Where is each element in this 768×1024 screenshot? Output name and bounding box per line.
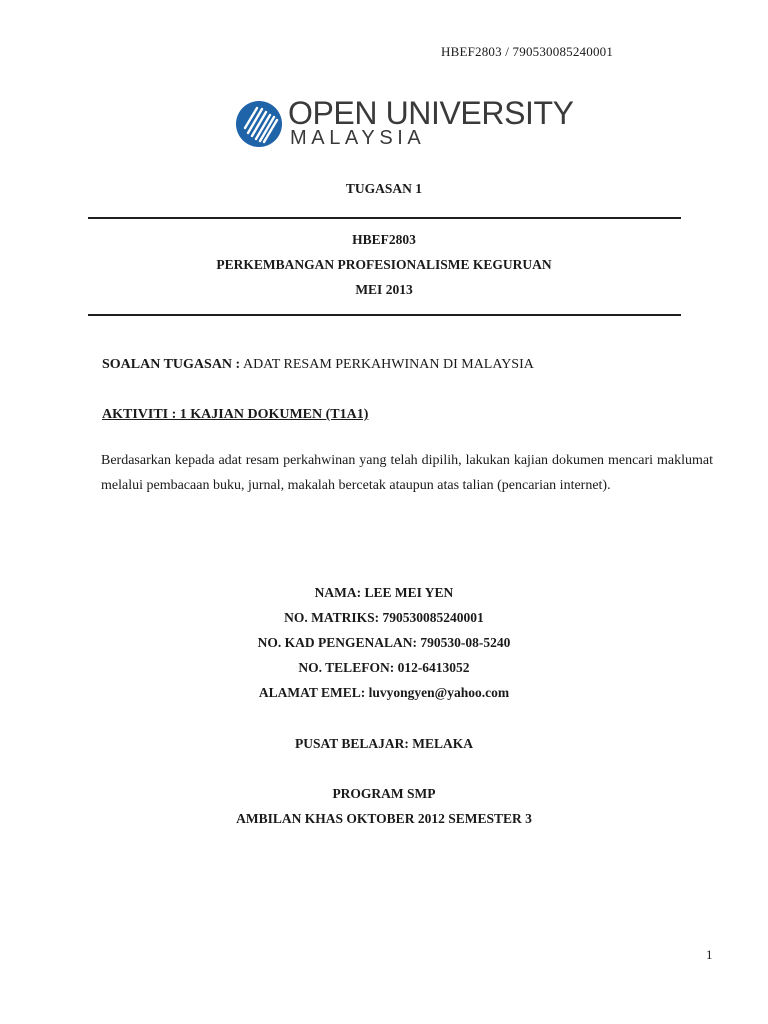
top-divider [88,217,681,219]
bottom-divider [88,314,681,316]
student-matric: NO. MATRIKS: 790530085240001 [284,610,484,625]
study-center: PUSAT BELAJAR: MELAKA [294,736,474,751]
course-code: HBEF2803 [352,232,416,247]
question-label: SOALAN TUGASAN : [102,357,241,372]
university-logo [234,94,574,152]
activity-paragraph: Berdasarkan kepada adat resam perkahwinan yang telah dipilih, lakukan kajian dokumen mencari maklumat melalui pembacaan buku, jurnal, makalah bercetak ataupun atas talian (pencarian internet). [101,453,713,493]
program-intake: AMBILAN KHAS OKTOBER 2012 SEMESTER 3 [236,811,532,826]
course-semester: MEI 2013 [355,282,413,297]
program-name: PROGRAM SMP [332,786,436,801]
oum-logo-mark-icon [236,101,282,147]
document-code-header: HBEF2803 / 790530085240001 [441,44,614,59]
logo-text-line1: OPEN UNIVERSITY [288,95,574,131]
logo-text-line2: MALAYSIA [290,127,426,149]
assignment-title: TUGASAN 1 [345,181,423,196]
student-email-line [0,685,768,701]
page-number: 1 [706,947,713,962]
course-name: PERKEMBANGAN PROFESIONALISME KEGURUAN [216,257,552,272]
email-label: ALAMAT EMEL: [258,685,369,700]
student-name: NAMA: LEE MEI YEN [314,585,454,600]
email-address: luvyongyen@yahoo.com [368,685,510,700]
activity-title: AKTIVITI : 1 KAJIAN DOKUMEN (T1A1) [102,407,369,422]
student-ic: NO. KAD PENGENALAN: 790530-08-5240 [257,635,511,650]
question-text: ADAT RESAM PERKAHWINAN DI MALAYSIA [242,357,534,372]
student-phone: NO. TELEFON: 012-6413052 [298,660,470,675]
assignment-question [102,357,534,373]
